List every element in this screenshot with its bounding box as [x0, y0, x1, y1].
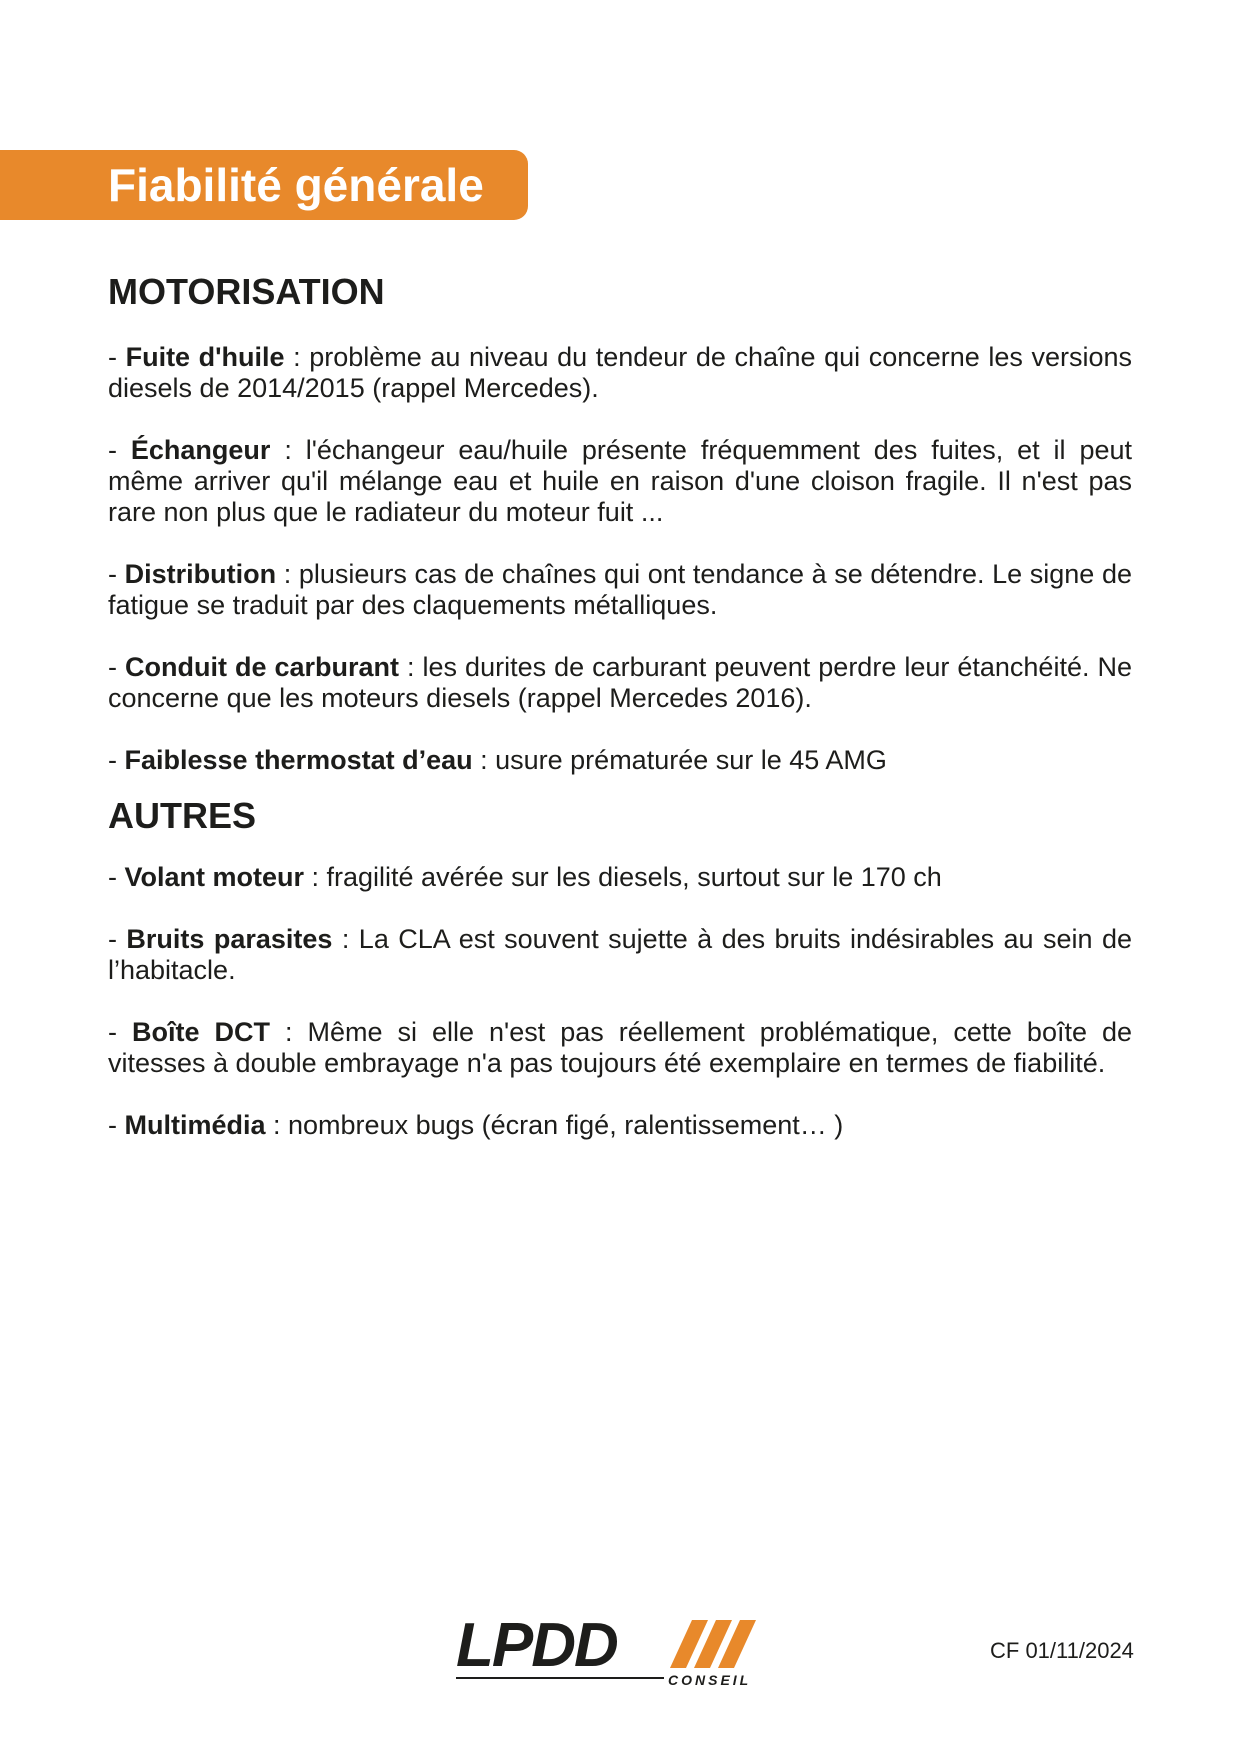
list-item: - Boîte DCT : Même si elle n'est pas réellement problématique, cette boîte de vitesses à double embrayage n'a pas toujours été exemplaire en termes de fiabilité. — [108, 1017, 1133, 1078]
section-title-autres: AUTRES — [108, 795, 257, 836]
list-item: - Fuite d'huile : problème au niveau du tendeur de chaîne qui concerne les versions diesels de 2014/2015 (rappel Mercedes). — [108, 342, 1132, 403]
logo-wordmark: LPDD — [456, 1614, 617, 1680]
list-item: - Faiblesse thermostat d’eau : usure prématurée sur le 45 AMG — [108, 745, 887, 775]
list-item: - Distribution : plusieurs cas de chaînes qui ont tendance à se détendre. Le signe de fatigue se traduit par des claquements métalliques. — [108, 559, 1132, 620]
list-item: - Volant moteur : fragilité avérée sur les diesels, surtout sur le 170 ch — [108, 862, 942, 892]
lpdd-conseil-logo — [454, 1614, 794, 1694]
list-item: - Multimédia : nombreux bugs (écran figé, ralentissement… ) — [108, 1110, 844, 1140]
list-item: - Échangeur : l'échangeur eau/huile présente fréquemment des fuites, et il peut même arriver qu'il mélange eau et huile en raison d'une cloison fragile. Il n'est pas rare non plus que le radiateur du moteur fuit ... — [108, 435, 1132, 527]
section-banner — [0, 150, 528, 220]
document-date: CF 01/11/2024 — [990, 1638, 1134, 1663]
list-item: - Bruits parasites : La CLA est souvent sujette à des bruits indésirables au sein de l’habitacle. — [108, 924, 1132, 985]
list-item: - Conduit de carburant : les durites de carburant peuvent perdre leur étanchéité. Ne concerne que les moteurs diesels (rappel Mercedes 2016). — [108, 652, 1132, 713]
section-title-motorisation: MOTORISATION — [108, 271, 385, 312]
page-title: Fiabilité générale — [108, 159, 484, 211]
logo-subtext: CONSEIL — [668, 1672, 752, 1688]
main-content — [108, 270, 1132, 1172]
